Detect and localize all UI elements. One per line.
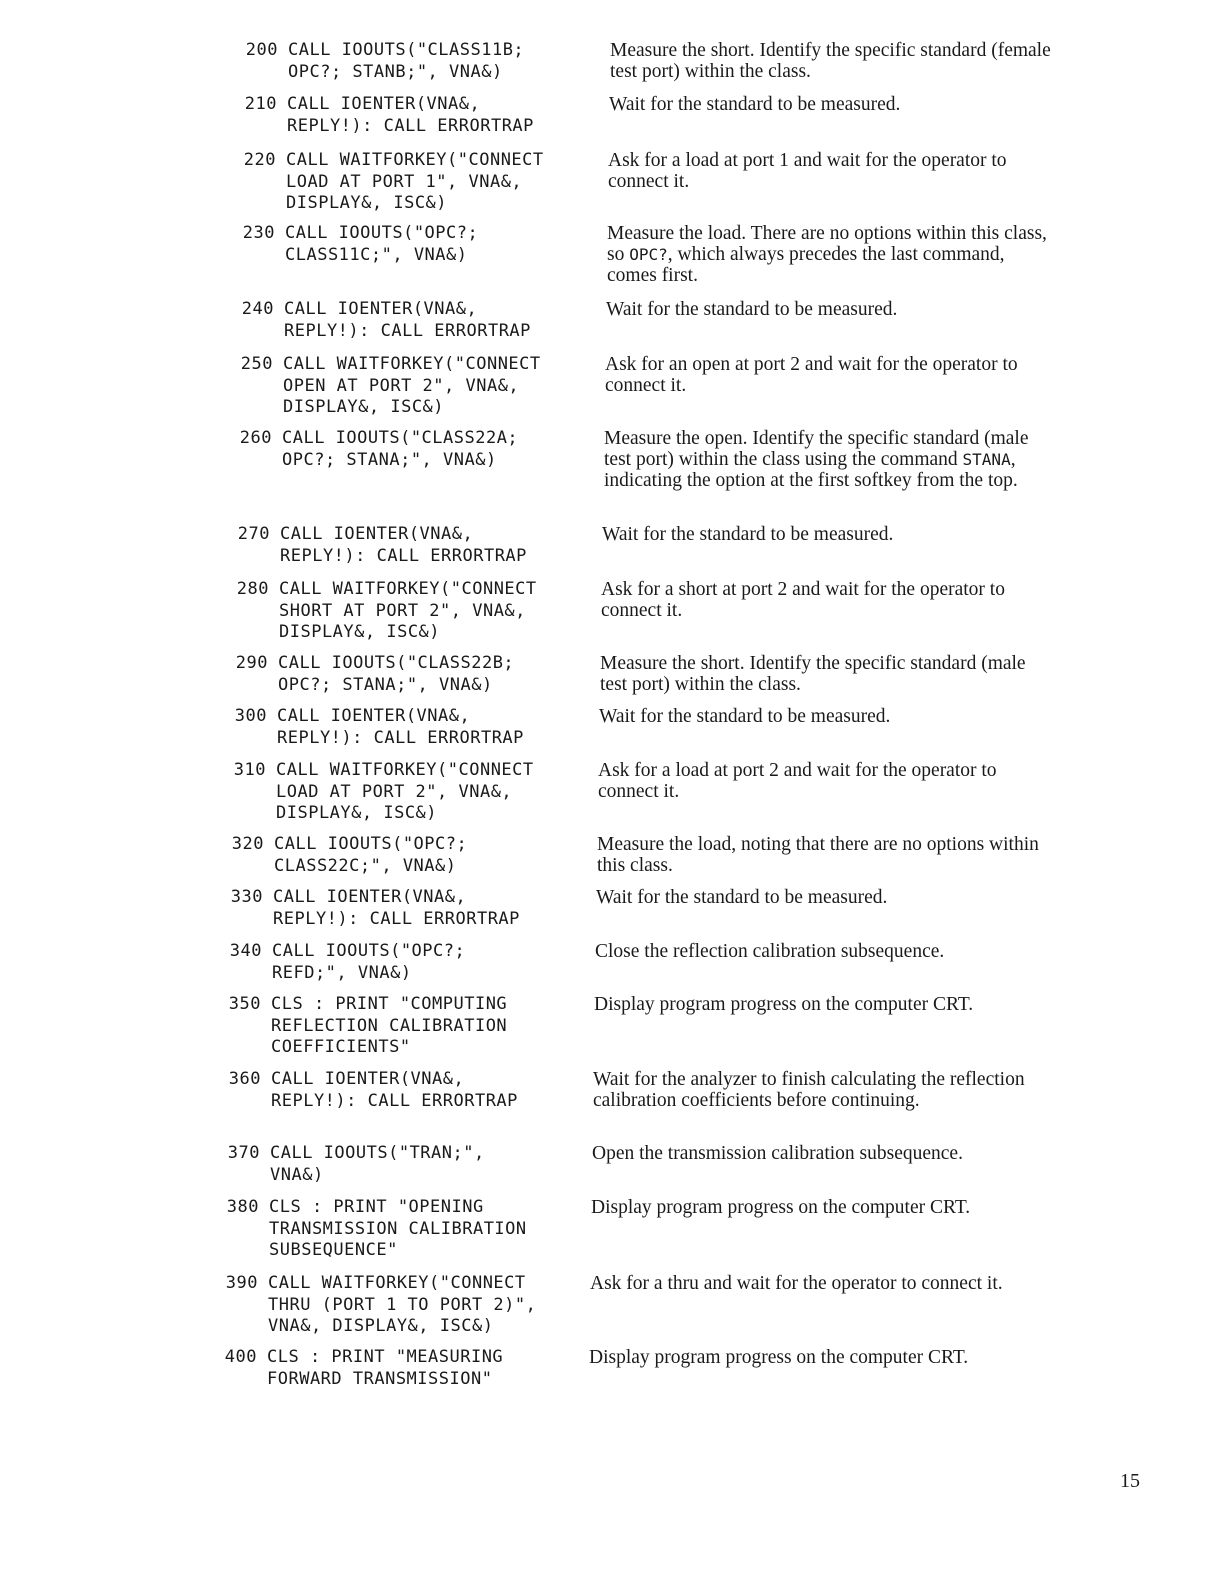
inline-command: STANA bbox=[962, 450, 1011, 469]
description: Ask for a short at port 2 and wait for the operator to connect it. bbox=[601, 579, 1005, 621]
description: Wait for the standard to be measured. bbox=[602, 524, 894, 545]
description: Display program progress on the computer CRT. bbox=[589, 1347, 969, 1368]
code-text: CALL WAITFORKEY("CONNECT LOAD AT PORT 1", VNA&, DISPLAY&, ISC&) bbox=[286, 150, 544, 213]
code-text: CALL IOENTER(VNA&, REPLY!): CALL ERRORTRAP bbox=[277, 706, 524, 748]
line-number: 260 bbox=[239, 428, 272, 448]
description: Wait for the standard to be measured. bbox=[596, 887, 888, 908]
inline-command: OPC? bbox=[629, 245, 668, 264]
code-text: CALL IOENTER(VNA&, REPLY!): CALL ERRORTRAP bbox=[287, 94, 534, 136]
line-number: 290 bbox=[235, 653, 268, 673]
description: Measure the short. Identify the specific standard (male test port) within the class. bbox=[600, 653, 1026, 695]
code-text: CALL WAITFORKEY("CONNECT OPEN AT PORT 2", VNA&, DISPLAY&, ISC&) bbox=[283, 354, 541, 417]
description-part: , indicating the option at the first softkey from the top. bbox=[604, 449, 1018, 491]
line-number: 220 bbox=[243, 150, 276, 170]
line-number: 400 bbox=[224, 1347, 257, 1367]
code-text: CALL WAITFORKEY("CONNECT THRU (PORT 1 TO PORT 2)", VNA&, DISPLAY&, ISC&) bbox=[268, 1273, 537, 1336]
line-number: 350 bbox=[228, 994, 261, 1014]
code-text: CLS : PRINT "OPENING TRANSMISSION CALIBRATION SUBSEQUENCE" bbox=[269, 1197, 527, 1260]
description: Wait for the analyzer to finish calculating the reflection calibration coefficients before continuing. bbox=[593, 1069, 1025, 1111]
code-text: CALL WAITFORKEY("CONNECT SHORT AT PORT 2", VNA&, DISPLAY&, ISC&) bbox=[279, 579, 537, 642]
code-text: CALL IOOUTS("TRAN;", VNA&) bbox=[270, 1143, 485, 1185]
description: Ask for a load at port 1 and wait for the operator to connect it. bbox=[608, 150, 1007, 192]
code-text: CALL IOENTER(VNA&, REPLY!): CALL ERRORTRAP bbox=[271, 1069, 518, 1111]
description: Wait for the standard to be measured. bbox=[609, 94, 901, 115]
description: Display program progress on the computer CRT. bbox=[594, 994, 974, 1015]
line-number: 240 bbox=[241, 299, 274, 319]
code-text: CALL IOOUTS("CLASS22B; OPC?; STANA;", VNA&) bbox=[278, 653, 515, 695]
description: Wait for the standard to be measured. bbox=[606, 299, 898, 320]
code-text: CALL IOENTER(VNA&, REPLY!): CALL ERRORTRAP bbox=[273, 887, 520, 929]
code-text: CALL IOENTER(VNA&, REPLY!): CALL ERRORTRAP bbox=[280, 524, 527, 566]
description: Display program progress on the computer CRT. bbox=[591, 1197, 971, 1218]
description: Open the transmission calibration subsequence. bbox=[592, 1143, 963, 1164]
code-text: CALL IOOUTS("OPC?; CLASS22C;", VNA&) bbox=[274, 834, 468, 876]
description: Measure the short. Identify the specific standard (female test port) within the class. bbox=[610, 40, 1051, 82]
line-number: 200 bbox=[245, 40, 278, 60]
line-number: 340 bbox=[229, 941, 262, 961]
code-text: CALL WAITFORKEY("CONNECT LOAD AT PORT 2", VNA&, DISPLAY&, ISC&) bbox=[276, 760, 534, 823]
line-number: 320 bbox=[231, 834, 264, 854]
line-number: 330 bbox=[230, 887, 263, 907]
description-part: Measure the load. There are no options within this class, so bbox=[607, 223, 1047, 265]
description: Close the reflection calibration subsequence. bbox=[595, 941, 945, 962]
line-number: 300 bbox=[234, 706, 267, 726]
description: Ask for an open at port 2 and wait for the operator to connect it. bbox=[605, 354, 1018, 396]
page-number: 15 bbox=[1120, 1470, 1140, 1492]
description bbox=[607, 223, 1057, 286]
line-number: 250 bbox=[240, 354, 273, 374]
code-text: CALL IOOUTS("OPC?; CLASS11C;", VNA&) bbox=[285, 223, 479, 265]
line-number: 380 bbox=[226, 1197, 259, 1217]
line-number: 370 bbox=[227, 1143, 260, 1163]
line-number: 230 bbox=[242, 223, 275, 243]
description: Wait for the standard to be measured. bbox=[599, 706, 891, 727]
description bbox=[604, 428, 1054, 491]
line-number: 280 bbox=[236, 579, 269, 599]
line-number: 310 bbox=[233, 760, 266, 780]
code-text: CALL IOOUTS("OPC?; REFD;", VNA&) bbox=[272, 941, 466, 983]
description: Measure the load, noting that there are no options within this class. bbox=[597, 834, 1039, 876]
code-text: CALL IOENTER(VNA&, REPLY!): CALL ERRORTRAP bbox=[284, 299, 531, 341]
code-text: CALL IOOUTS("CLASS11B; OPC?; STANB;", VNA&) bbox=[288, 40, 525, 82]
description-part: Measure the open. Identify the specific standard (male test port) within the class using the command bbox=[604, 428, 1029, 470]
line-number: 210 bbox=[244, 94, 277, 114]
line-number: 270 bbox=[237, 524, 270, 544]
description-part: , which always precedes the last command, comes first. bbox=[607, 244, 1005, 286]
description: Ask for a thru and wait for the operator to connect it. bbox=[590, 1273, 1003, 1294]
code-text: CLS : PRINT "COMPUTING REFLECTION CALIBRATION COEFFICIENTS" bbox=[271, 994, 508, 1057]
code-text: CLS : PRINT "MEASURING FORWARD TRANSMISSION" bbox=[267, 1347, 504, 1389]
line-number: 390 bbox=[225, 1273, 258, 1293]
description: Ask for a load at port 2 and wait for the operator to connect it. bbox=[598, 760, 997, 802]
line-number: 360 bbox=[228, 1069, 261, 1089]
code-text: CALL IOOUTS("CLASS22A; OPC?; STANA;", VNA&) bbox=[282, 428, 519, 470]
